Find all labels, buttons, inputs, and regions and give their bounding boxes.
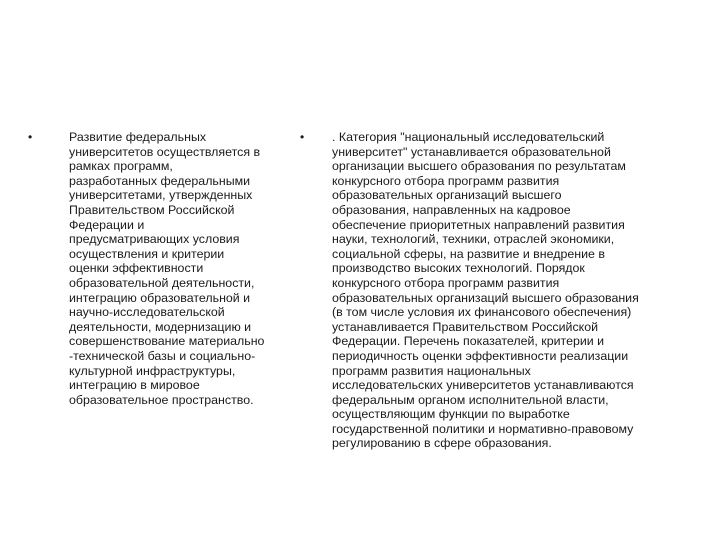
right-bullet-text <box>332 130 695 451</box>
text-line: осуществляющим функции по выработке <box>332 407 570 422</box>
text-line: конкурсного отбора программ развития <box>332 275 560 290</box>
text-line: федеральным органом исполнительной власти, <box>332 392 609 407</box>
text-line: Федерации и <box>69 217 145 232</box>
text-line: Развитие федеральных <box>69 130 207 144</box>
text-line: совершенствование материально <box>69 334 265 349</box>
bullet-icon: • <box>28 130 33 144</box>
text-line: организации высшего образования по результатам <box>332 159 626 174</box>
text-line: Правительством Российской <box>69 202 235 217</box>
text-line: -технической базы и социально- <box>69 348 256 363</box>
text-line: конкурсного отбора программ развития <box>332 173 560 188</box>
text-line: университетов осуществляется в <box>69 144 261 159</box>
text-line: устанавливается Правительством Российской <box>332 319 599 334</box>
right-bullet-item <box>300 130 695 451</box>
text-line: оценки эффективности <box>69 261 204 276</box>
text-line: образования, направленных на кадровое <box>332 202 571 217</box>
text-line: интеграцию в мировое <box>69 378 200 393</box>
text-line: университет" устанавливается образовательной <box>332 144 611 159</box>
text-line: периодичность оценки эффективности реализации <box>332 348 629 363</box>
text-line: образовательных организаций высшего <box>332 188 562 203</box>
text-line: осуществления и критерии <box>69 246 225 261</box>
text-line: государственной политики и нормативно-правовому <box>332 421 634 436</box>
left-column <box>28 130 290 407</box>
text-line: производство высоких технологий. Порядок <box>332 261 585 276</box>
text-line: культурной инфраструктуры, <box>69 363 236 378</box>
text-line: . Категория "национальный исследовательский <box>332 130 605 144</box>
text-line: социальной сферы, на развитие и внедрение в <box>332 246 605 261</box>
text-line: программ развития национальных <box>332 363 531 378</box>
text-line: регулированию в сфере образования. <box>332 436 552 451</box>
text-line: обеспечение приоритетных направлений развития <box>332 217 625 232</box>
bullet-icon: • <box>300 130 305 144</box>
text-line: предусматривающих условия <box>69 232 240 247</box>
text-line: деятельности, модернизацию и <box>69 319 252 334</box>
text-line: разработанных федеральными <box>69 173 251 188</box>
text-line: науки, технологий, техники, отраслей экономики, <box>332 232 615 247</box>
text-line: интеграцию образовательной и <box>69 290 251 305</box>
text-line: университетами, утвержденных <box>69 188 253 203</box>
right-column <box>300 130 695 451</box>
text-line: Федерации. Перечень показателей, критерии и <box>332 334 605 349</box>
text-line: исследовательских университетов устанавливаются <box>332 378 634 393</box>
text-line: образовательной деятельности, <box>69 275 255 290</box>
left-bullet-text <box>69 130 290 407</box>
text-line: научно-исследовательской <box>69 305 225 320</box>
text-line: рамках программ, <box>69 159 173 174</box>
text-line: (в том числе условия их финансового обеспечения) <box>332 305 632 320</box>
text-line: образовательное пространство. <box>69 392 254 407</box>
left-bullet-item <box>28 130 290 407</box>
text-line: образовательных организаций высшего образования <box>332 290 639 305</box>
